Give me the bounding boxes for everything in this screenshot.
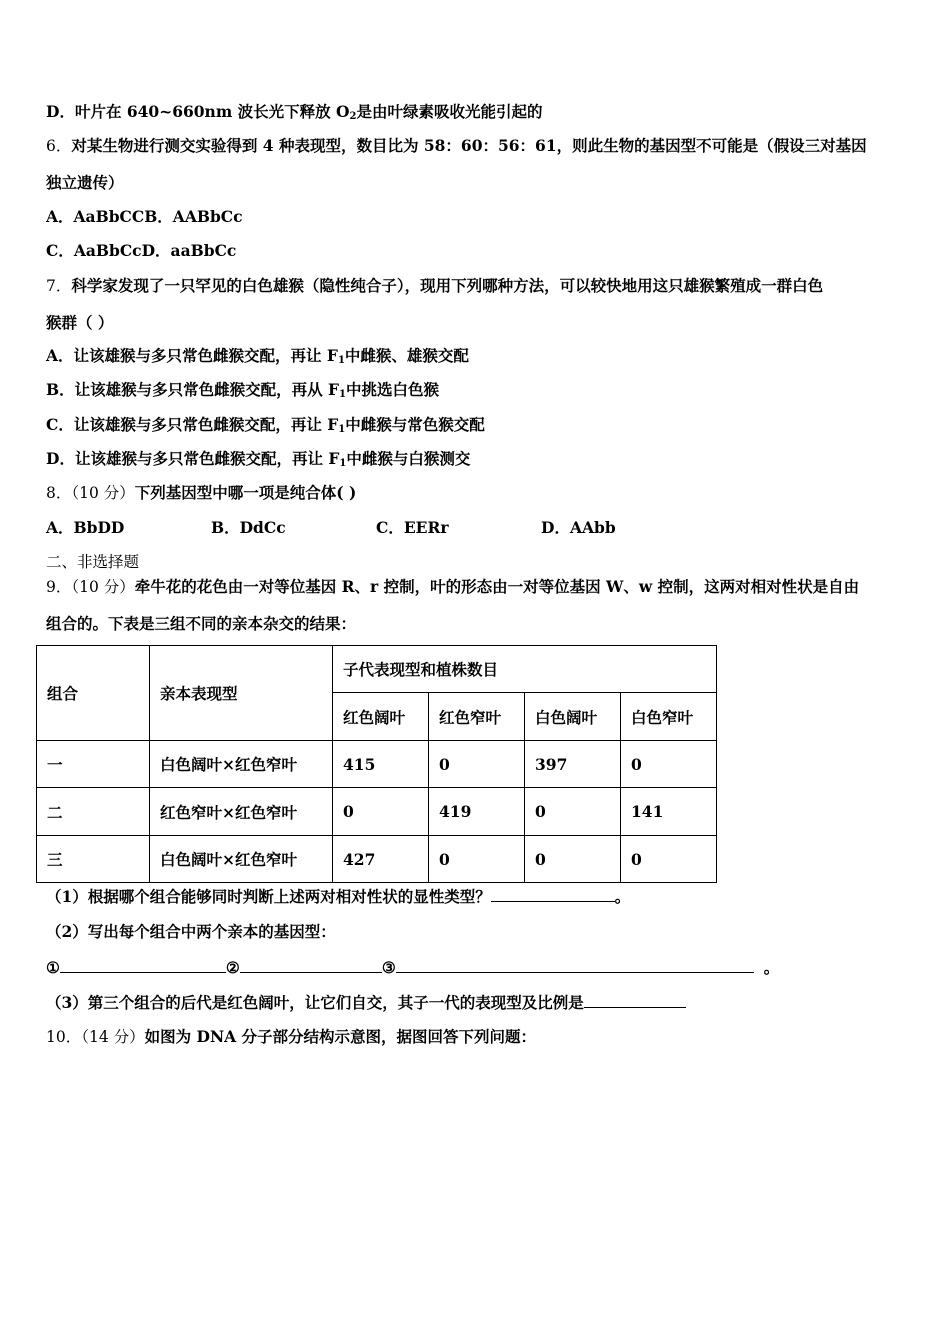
answer-blank-2b[interactable] <box>240 958 382 973</box>
q9-stem-line2: 组合的。下表是三组不同的亲本杂交的结果： <box>46 614 357 633</box>
answer-blank-1[interactable] <box>491 887 615 902</box>
cell-parent: 红色窄叶×红色窄叶 <box>150 788 333 836</box>
section-heading: 二、非选择题 <box>46 553 140 571</box>
cell-value: 0 <box>333 788 429 836</box>
table-row <box>37 741 717 788</box>
q8-option-d: D．AAbb <box>541 518 616 537</box>
q8-option-a: A．BbDD <box>46 518 125 537</box>
subheader-red-narrow: 红色窄叶 <box>429 693 525 741</box>
q9-subquestion-2-blanks: ① ② ③ 。 <box>46 958 780 977</box>
q9-stem-line1: 9．（10 分）牵牛花的花色由一对等位基因 R、r 控制，叶的形态由一对等位基因 W、w 控制，这两对相对性状是自由 <box>46 577 860 596</box>
cell-value: 141 <box>621 788 717 836</box>
q7-stem-line1: 7．科学家发现了一只罕见的白色雄猴（隐性纯合子），现用下列哪种方法，可以较快地用这只雄猴繁殖成一群白色 <box>46 276 824 295</box>
q6-options-ab: A．AaBbCCB．AABbCc <box>46 207 243 226</box>
table-row <box>37 788 717 836</box>
cell-value: 427 <box>333 836 429 883</box>
subheader-red-broad: 红色阔叶 <box>333 693 429 741</box>
header-group: 组合 <box>37 646 150 741</box>
q7-option-d: D．让该雄猴与多只常色雌猴交配，再让 $F_1$中雌猴与白猴测交 <box>46 449 471 469</box>
q6-options-cd: C．AaBbCcD．aaBbCc <box>46 241 237 260</box>
q8-option-b: B．DdCc <box>211 518 286 537</box>
q10-stem: 10．（14 分）如图为 DNA 分子部分结构示意图，据图回答下列问题： <box>46 1027 537 1046</box>
q6-stem-line1: 6．对某生物进行测交实验得到 4 种表现型，数目比为 58：60：56：61，则此生物的基因型不可能是（假设三对基因 <box>46 136 867 155</box>
cell-value: 0 <box>525 836 621 883</box>
cell-value: 419 <box>429 788 525 836</box>
subheader-white-narrow: 白色窄叶 <box>621 693 717 741</box>
q8-option-c: C．EERr <box>376 518 449 537</box>
q8-options <box>46 518 906 538</box>
header-offspring: 子代表现型和植株数目 <box>333 646 717 693</box>
cell-value: 0 <box>621 741 717 788</box>
cell-value: 0 <box>525 788 621 836</box>
q7-stem-line2: 猴群（ ） <box>46 313 114 332</box>
cell-value: 0 <box>429 741 525 788</box>
cell-parent: 白色阔叶×红色窄叶 <box>150 741 333 788</box>
cross-results-table <box>36 645 717 883</box>
cell-value: 0 <box>429 836 525 883</box>
table-row <box>37 836 717 883</box>
q7-option-b: B．让该雄猴与多只常色雌猴交配，再从 $F_1$中挑选白色猴 <box>46 380 439 400</box>
answer-blank-2a[interactable] <box>60 958 226 973</box>
q9-subquestion-2: （2）写出每个组合中两个亲本的基因型： <box>46 922 336 941</box>
q8-stem: 8．（10 分）下列基因型中哪一项是纯合体( ) <box>46 483 357 502</box>
cell-value: 397 <box>525 741 621 788</box>
subheader-white-broad: 白色阔叶 <box>525 693 621 741</box>
answer-blank-3[interactable] <box>584 993 686 1008</box>
cell-value: 415 <box>333 741 429 788</box>
q6-stem-line2: 独立遗传） <box>46 173 124 192</box>
cell-value: 0 <box>621 836 717 883</box>
cell-group: 二 <box>37 788 150 836</box>
header-parent: 亲本表现型 <box>150 646 333 741</box>
q9-subquestion-1: （1）根据哪个组合能够同时判断上述两对相对性状的显性类型？ 。 <box>46 887 631 906</box>
cell-group: 三 <box>37 836 150 883</box>
q7-option-a: A．让该雄猴与多只常色雌猴交配，再让 $F_1$中雌猴、雄猴交配 <box>46 346 469 366</box>
cell-group: 一 <box>37 741 150 788</box>
q5-option-d: D．叶片在 640~660nm 波长光下释放 $O_2$是由叶绿素吸收光能引起的 <box>46 102 543 122</box>
cell-parent: 白色阔叶×红色窄叶 <box>150 836 333 883</box>
q7-option-c: C．让该雄猴与多只常色雌猴交配，再让 $F_1$中雌猴与常色猴交配 <box>46 415 485 435</box>
answer-blank-2c[interactable] <box>396 958 754 973</box>
q9-subquestion-3: （3）第三个组合的后代是红色阔叶，让它们自交，其子一代的表现型及比例是 <box>46 993 686 1013</box>
